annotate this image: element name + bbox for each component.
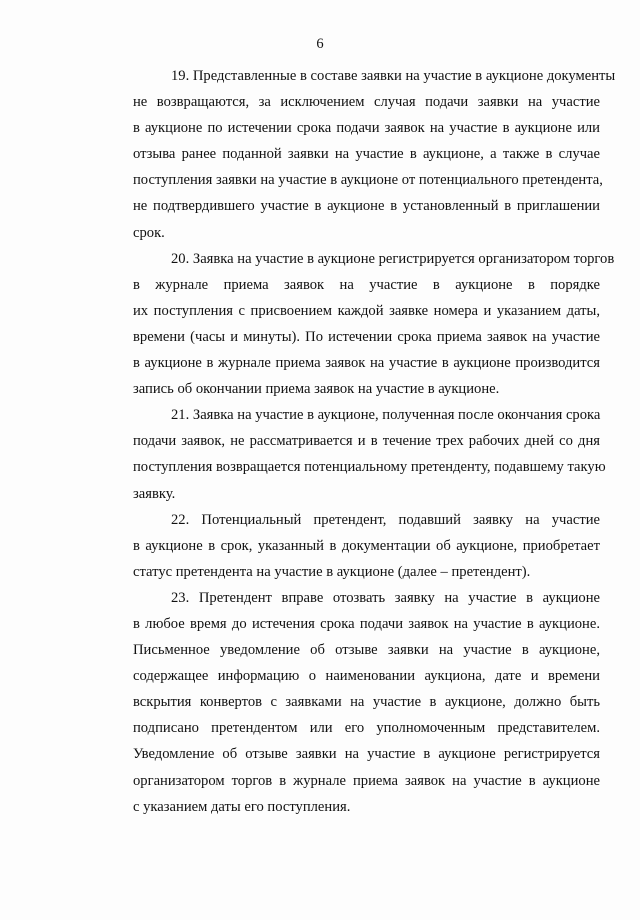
text-line: 23. Претендент вправе отозвать заявку на участие в аукционе xyxy=(171,589,600,606)
text-line: отзыва ранее поданной заявки на участие в аукционе, а также в случае xyxy=(133,146,600,163)
paragraph-23 xyxy=(95,585,600,820)
text-line: 19. Представленные в составе заявки на участие в аукционе документы xyxy=(171,68,616,84)
text-line: их поступления с присвоением каждой заявке номера и указанием даты, xyxy=(133,302,600,319)
text-line: подачи заявок, не рассматривается и в течение трех рабочих дней со дня xyxy=(133,433,600,450)
text-line: в аукционе в журнале приема заявок на участие в аукционе производится xyxy=(133,355,600,372)
text-line: времени (часы и минуты). По истечении срока приема заявок на участие xyxy=(133,328,600,345)
text-line: подписано претендентом или его уполномоченным представителем. xyxy=(133,720,600,737)
text-line: поступления возвращается потенциальному претенденту, подавшему такую xyxy=(133,459,606,476)
text-line: 21. Заявка на участие в аукционе, полученная после окончания срока xyxy=(171,407,601,424)
text-line: 22. Потенциальный претендент, подавший заявку на участие xyxy=(171,511,600,528)
text-line: с указанием даты его поступления. xyxy=(133,798,351,815)
text-line: статус претендента на участие в аукционе (далее – претендент). xyxy=(133,563,531,580)
paragraph-21 xyxy=(95,402,606,506)
paragraph-20 xyxy=(95,246,615,403)
text-line: Письменное уведомление об отзыве заявки на участие в аукционе, xyxy=(133,642,600,659)
paragraph-22 xyxy=(95,507,600,585)
text-line: в любое время до истечения срока подачи заявок на участие в аукционе. xyxy=(133,615,600,632)
text-line: поступления заявки на участие в аукционе от потенциального претендента, xyxy=(133,172,603,189)
text-line: 20. Заявка на участие в аукционе регистрируется организатором торгов xyxy=(171,250,615,267)
paragraph-19 xyxy=(95,63,616,246)
text-line: в аукционе в срок, указанный в документации об аукционе, приобретает xyxy=(133,537,600,554)
text-line: организатором торгов в журнале приема заявок на участие в аукционе xyxy=(133,772,600,789)
text-line: не возвращаются, за исключением случая подачи заявки на участие xyxy=(133,94,600,111)
text-line: не подтвердившего участие в аукционе в установленный в приглашении xyxy=(133,198,600,215)
document-body xyxy=(95,63,616,820)
text-line: запись об окончании приема заявок на участие в аукционе. xyxy=(133,381,500,398)
text-line: содержащее информацию о наименовании аукциона, дате и времени xyxy=(133,668,600,685)
text-line: Уведомление об отзыве заявки на участие в аукционе регистрируется xyxy=(133,746,600,763)
text-line: в аукционе по истечении срока подачи заявок на участие в аукционе или xyxy=(133,120,600,137)
page-number: 6 xyxy=(316,36,324,52)
text-line: вскрытия конвертов с заявками на участие в аукционе, должно быть xyxy=(133,694,600,711)
text-line: срок. xyxy=(133,224,165,241)
text-line: в журнале приема заявок на участие в аукционе в порядке xyxy=(133,276,600,293)
text-line: заявку. xyxy=(133,485,176,502)
